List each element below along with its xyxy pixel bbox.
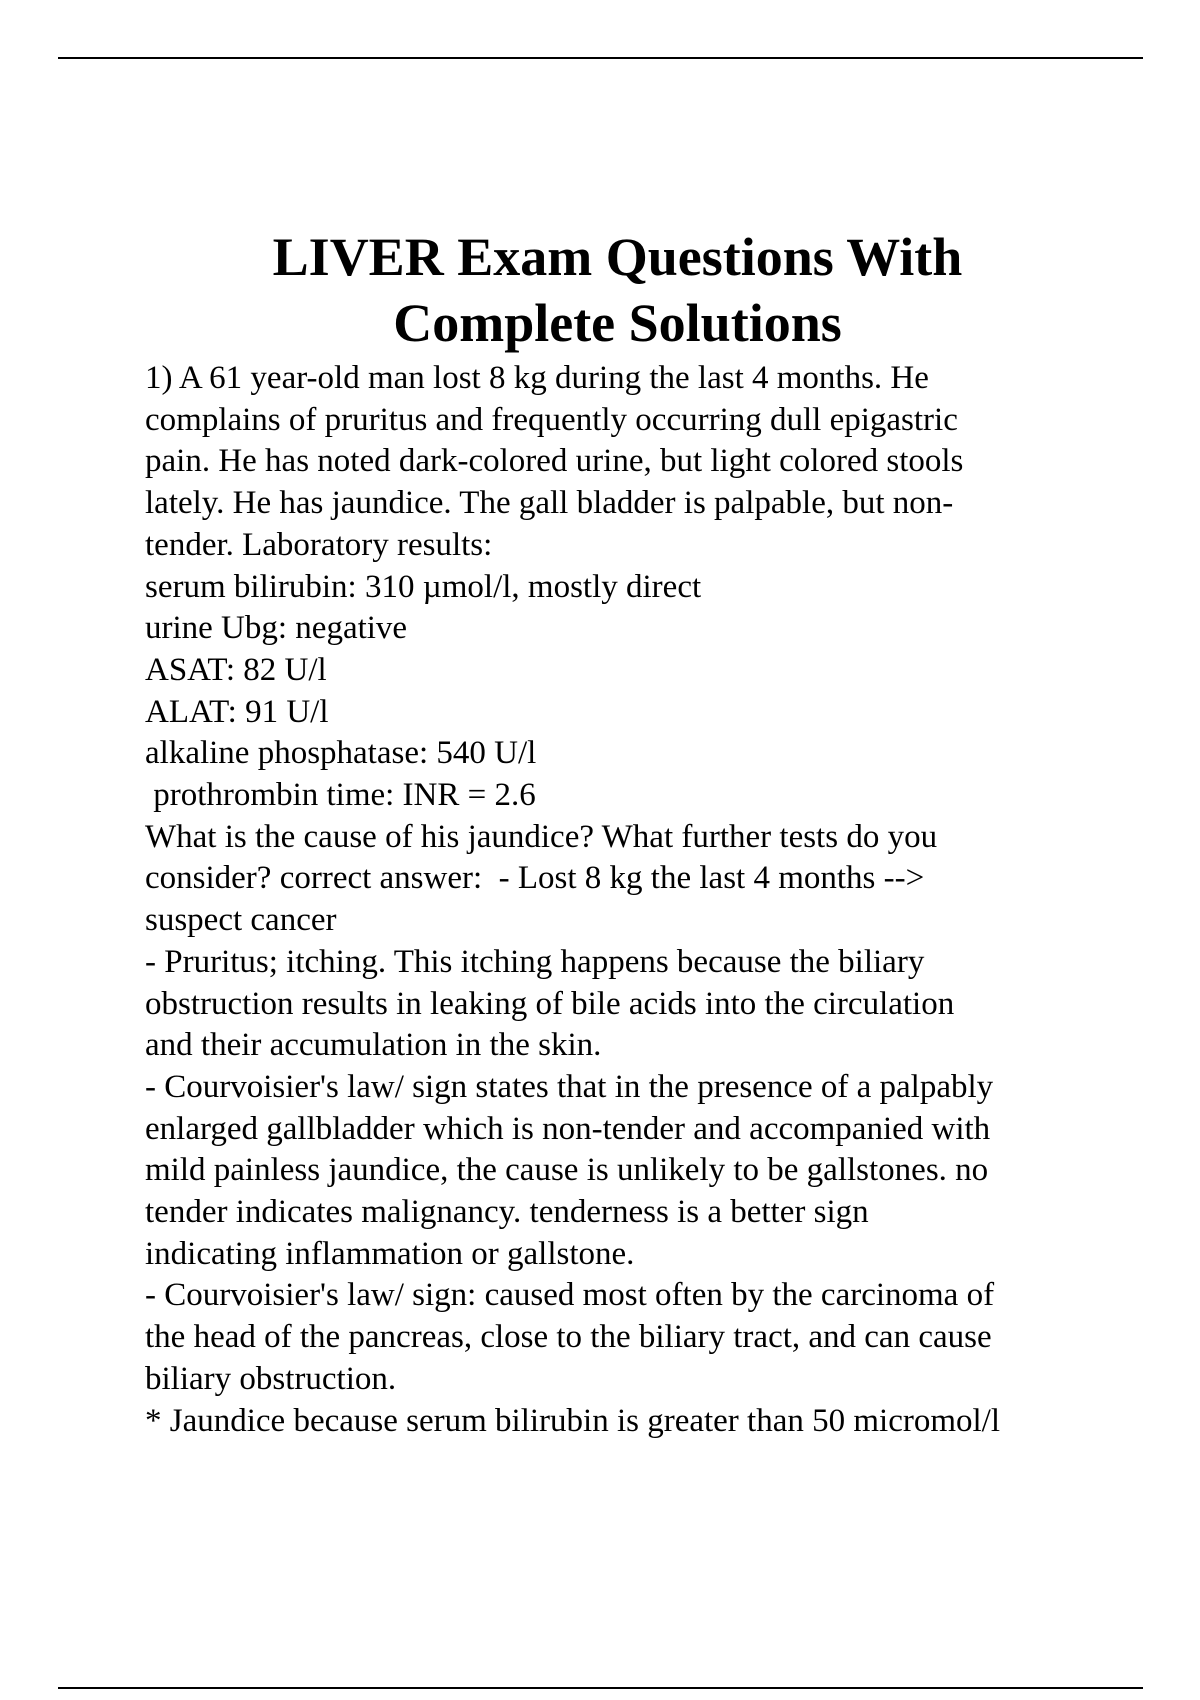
question-line: What is the cause of his jaundice? What further tests do you	[145, 818, 938, 855]
answer-line: * Jaundice because serum bilirubin is greater than 50 micromol/l	[145, 1402, 1001, 1439]
body-line: complains of pruritus and frequently occurring dull epigastric	[145, 401, 958, 438]
answer-line: - Courvoisier's law/ sign states that in the presence of a palpably	[145, 1068, 994, 1105]
lab-result-asat: ASAT: 82 U/l	[145, 651, 327, 688]
answer-line: - Courvoisier's law/ sign: caused most often by the carcinoma of	[145, 1277, 995, 1314]
answer-line: enlarged gallbladder which is non-tender and accompanied with	[145, 1110, 991, 1147]
lab-result-alat: ALAT: 91 U/l	[145, 693, 329, 730]
answer-line: mild painless jaundice, the cause is unlikely to be gallstones. no	[145, 1152, 989, 1189]
question-body	[145, 358, 1145, 1442]
body-line: pain. He has noted dark-colored urine, but light colored stools	[145, 443, 964, 480]
answer-line: - Pruritus; itching. This itching happens because the biliary	[145, 943, 925, 980]
body-line: 1) A 61 year-old man lost 8 kg during the last 4 months. He	[145, 360, 929, 396]
answer-line: biliary obstruction.	[145, 1360, 397, 1397]
answer-line: and their accumulation in the skin.	[145, 1027, 602, 1064]
answer-line: obstruction results in leaking of bile acids into the circulation	[145, 985, 955, 1022]
lab-result-alkaline-phosphatase: alkaline phosphatase: 540 U/l	[145, 735, 537, 772]
body-line: tender. Laboratory results:	[145, 526, 493, 563]
lab-result-prothrombin-time: prothrombin time: INR = 2.6	[145, 777, 536, 814]
answer-line: the head of the pancreas, close to the biliary tract, and can cause	[145, 1319, 992, 1356]
lab-result-urine-ubg: urine Ubg: negative	[145, 610, 408, 647]
lab-result-bilirubin: serum bilirubin: 310 µmol/l, mostly direct	[145, 568, 702, 605]
body-line: lately. He has jaundice. The gall bladder is palpable, but non-	[145, 485, 954, 522]
title-line-2: Complete Solutions	[393, 293, 842, 354]
answer-line: tender indicates malignancy. tenderness is a better sign	[145, 1194, 869, 1231]
title-line-1: LIVER Exam Questions With	[272, 227, 963, 288]
answer-line: indicating inflammation or gallstone.	[145, 1235, 635, 1272]
document-title	[0, 224, 1200, 356]
answer-line: suspect cancer	[145, 902, 337, 939]
top-rule	[58, 57, 1143, 59]
bottom-rule	[58, 1687, 1143, 1689]
answer-line: consider? correct answer: - Lost 8 kg the last 4 months -->	[145, 860, 925, 897]
